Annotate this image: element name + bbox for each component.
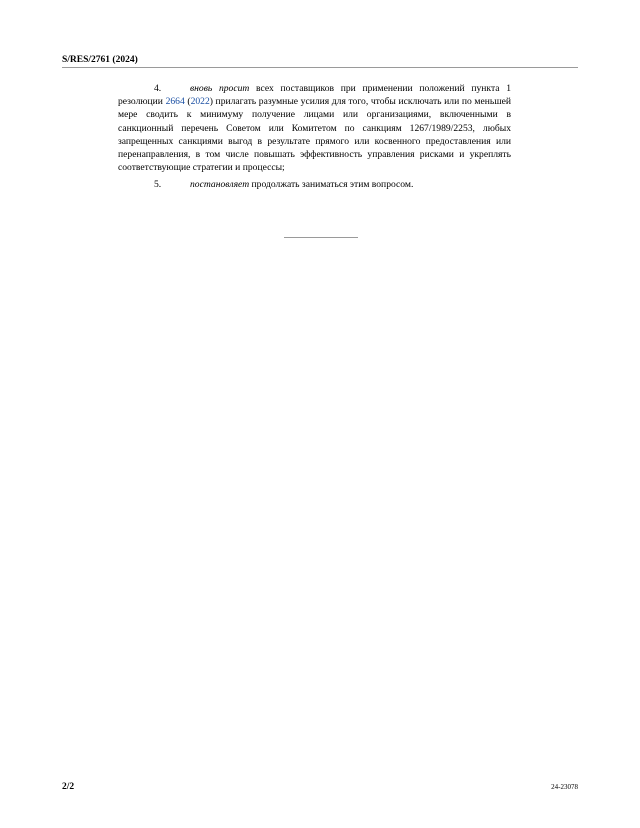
paragraph-5 (118, 178, 511, 191)
end-of-text-rule (284, 237, 358, 238)
paragraph-text: всех поставщиков при применении положений пункта 1 резолюции (118, 83, 511, 108)
paragraph-text: ( (184, 96, 191, 108)
header-divider (62, 67, 578, 68)
resolution-year-link[interactable]: 2022 (190, 96, 210, 108)
paragraph-text: продолжать заниматься этим вопросом. (249, 179, 414, 191)
page-number: 2/2 (62, 782, 75, 792)
operative-verb: вновь просит (190, 83, 250, 94)
operative-verb: постановляет (190, 179, 250, 191)
document-symbol: S/RES/2761 (2024) (62, 55, 138, 65)
paragraph-number: 4. (154, 83, 162, 94)
paragraph-4 (118, 82, 511, 174)
resolution-link[interactable]: 2664 (165, 96, 185, 108)
resolution-text (118, 82, 511, 192)
paragraph-text: ) прилагать разумные усилия для того, чтобы исключать или по меньшей мере сводить к минимуму получение лицами или организациями, включенными в санкционный перечень Советом или Комитетом по санкциям 1267/1989/2253, любых запрещенных санкциями выгод в результате прямого или косвенного предоставления или перенаправления, в том числе повышать эффективность управления рисками и укреплять соответствующие стратегии и процессы; (118, 96, 511, 174)
document-number: 24-23078 (551, 783, 578, 791)
paragraph-number: 5. (154, 179, 162, 191)
